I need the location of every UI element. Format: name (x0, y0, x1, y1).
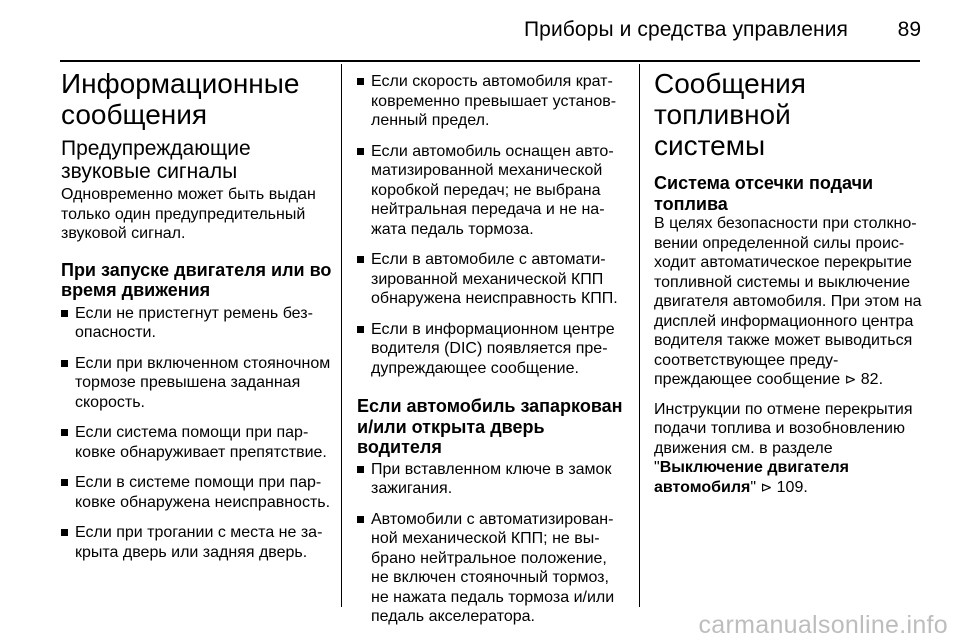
page-ref-arrow-icon: ⊳ (844, 371, 857, 387)
column-2 (357, 72, 625, 638)
page-header-title: Приборы и средства управления (523, 18, 848, 41)
list-item: Если автомобиль оснащен автоматизированной механической коробкой передач; не выбрана нейтральная передача и не нажата педаль тормоза. (357, 142, 625, 240)
heading-line: и/или открыта дверь водителя (357, 416, 545, 457)
intro-paragraph: Одновременно может быть выдан только один предупредительный звуковой сигнал. (61, 186, 316, 242)
column-3 (654, 68, 926, 507)
heading-line: При запуске двигателя или во (61, 259, 332, 280)
list-item: Если скорость автомобиля кратковременно превышает установленный предел. (357, 72, 625, 131)
list-item: Если в автомобиле с автоматизированной механической КПП обнаружена неисправность КПП. (357, 250, 625, 309)
list-item: При вставленном ключе в замок зажигания. (357, 460, 625, 499)
restart-paragraph (654, 400, 926, 498)
parked-heading (357, 396, 625, 458)
list-item: Если при трогании с места не закрыта дверь или задняя дверь. (61, 523, 333, 562)
section-title-line: системы (654, 130, 766, 161)
section-reference[interactable]: Выключение двигателя автомобиля (654, 459, 849, 496)
section-title-line: сообщения (61, 99, 208, 130)
list-item: Автомобили с автоматизированной механической КПП; не выбрано нейтральное положение, не включен стояночный тормоз, не нажата педаль тормоза и/или педаль акселератора. (357, 510, 625, 627)
header-rule (60, 60, 920, 62)
fuel-cutoff-heading (654, 173, 926, 214)
driving-conditions-heading (61, 260, 333, 301)
section-title-line: Сообщения топливной (654, 68, 806, 130)
section-title-line: Информационные (61, 68, 300, 99)
page-reference-link[interactable]: 82. (860, 371, 884, 388)
page-reference-link[interactable]: 109. (776, 478, 808, 496)
subsection-title-line: Предупреждающие (61, 137, 251, 160)
page-ref-arrow-icon: ⊳ (760, 478, 773, 495)
paragraph-text: В целях безопасности при столкновении определенной силы происходит автоматическое перекрытие топливной системы и выключение двигателя автомобиля. При этом на дисплей информационного центра водителя также может выводиться соответствующее предупреждающее сообщение (654, 215, 922, 388)
paragraph-text: " (750, 478, 757, 496)
heading-line: Система отсечки подачи (654, 173, 874, 193)
parked-warning-list (357, 460, 625, 627)
list-item: Если при включенном стояночном тормозе превышена заданная скорость. (61, 354, 333, 413)
page-number: 89 (897, 18, 921, 41)
list-item: Если в информационном центре водителя (DIC) появляется предупреждающее сообщение. (357, 320, 625, 379)
fuel-cutoff-paragraph (654, 214, 926, 390)
list-item: Если система помощи при парковке обнаруживает препятствие. (61, 423, 333, 462)
warning-list-continued (357, 72, 625, 378)
column-1 (61, 68, 333, 573)
section-title (61, 68, 333, 130)
fuel-section-title (654, 68, 926, 161)
heading-line: топлива (654, 193, 728, 214)
paragraph-text: Инструкции по отмене перекрытия подачи топлива и возобновлению движения см. в разделе " (654, 400, 913, 476)
warning-list (61, 304, 333, 563)
heading-line: время движения (61, 280, 211, 300)
list-item: Если не пристегнут ремень безопасности. (61, 304, 333, 343)
list-item: Если в системе помощи при парковке обнаружена неисправность. (61, 473, 333, 512)
subsection-title-line: звуковые сигналы (61, 160, 238, 183)
subsection-title (61, 137, 333, 183)
column-divider-2 (639, 64, 640, 607)
heading-line: Если автомобиль запаркован (357, 396, 623, 416)
column-divider-1 (341, 64, 342, 607)
watermark: carmanualsonline.info (698, 611, 948, 639)
